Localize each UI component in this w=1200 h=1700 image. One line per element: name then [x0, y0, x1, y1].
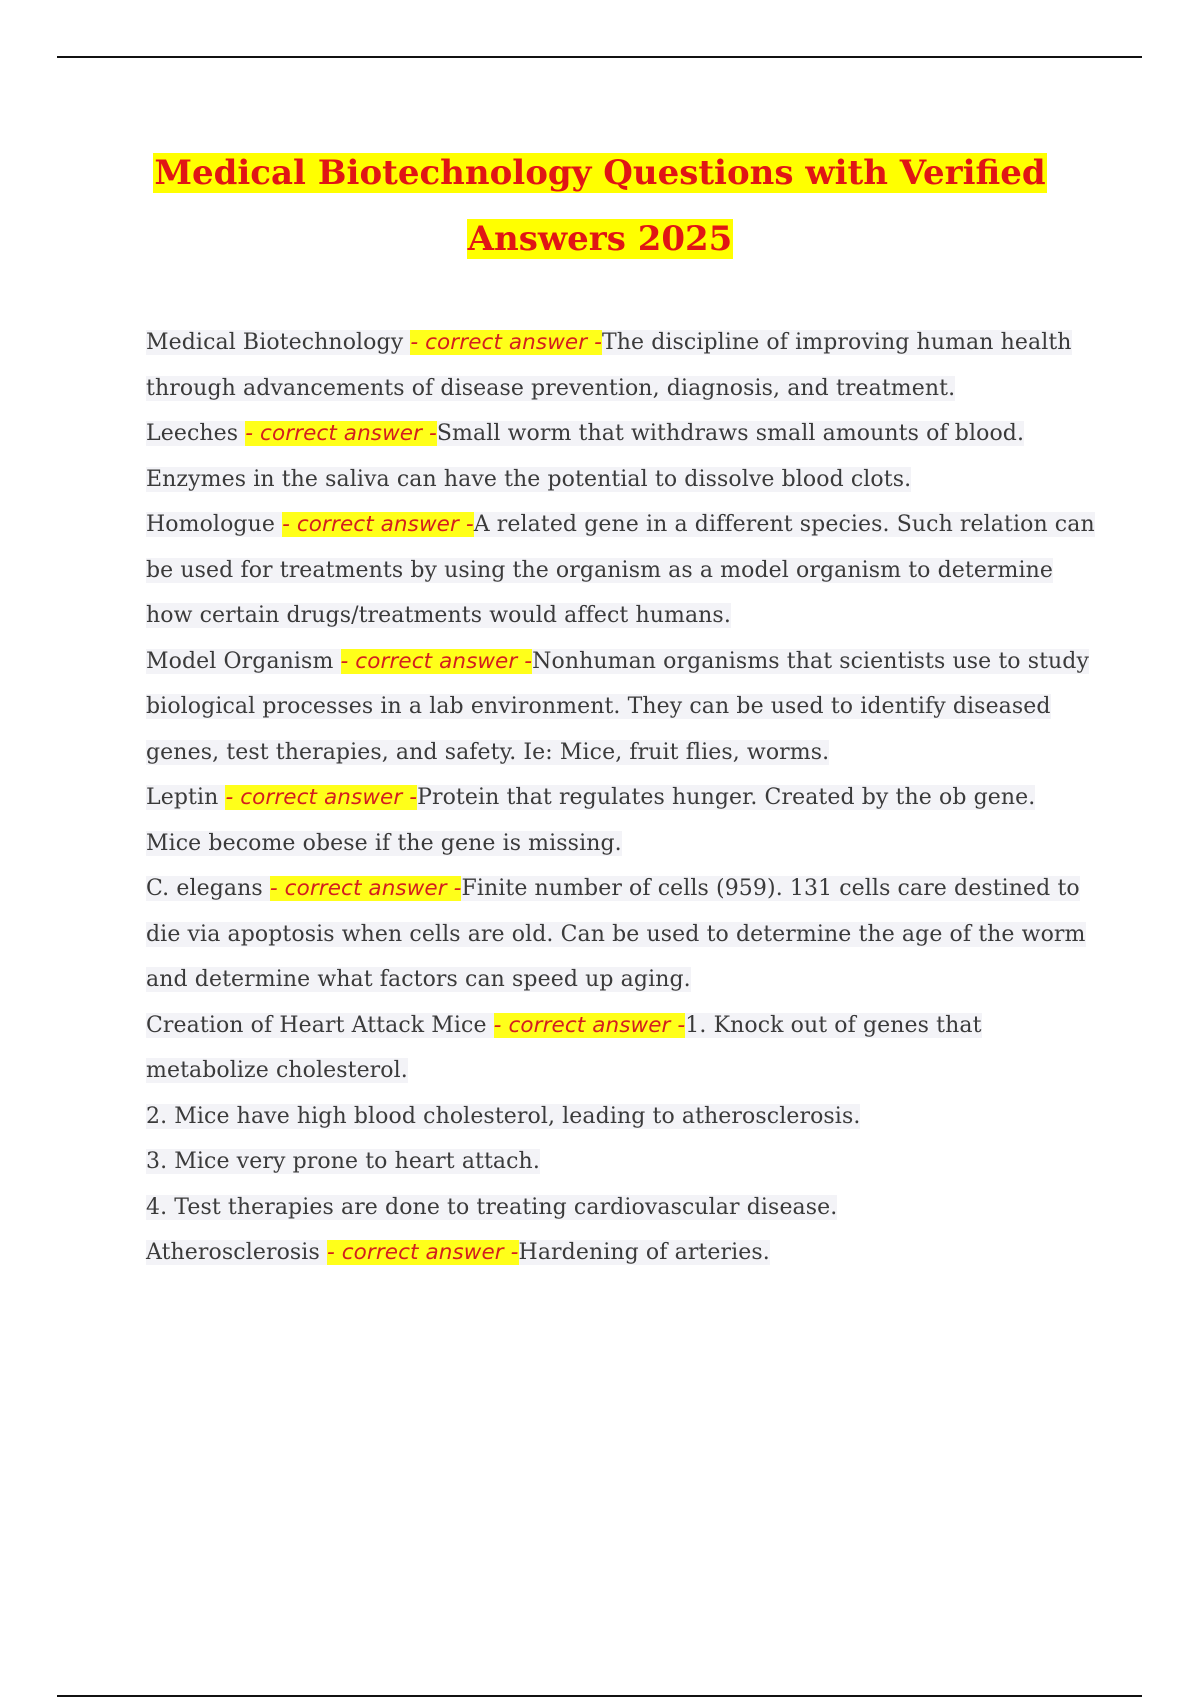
title-line-2: Answers 2025 [467, 219, 733, 259]
bottom-rule [57, 1695, 1142, 1697]
entry-definition: Nonhuman organisms that scientists use to study biological processes in a lab environment. They can be used to identify diseased genes, test therapies, and safety. Ie: Mice, fruit flies, worms. [146, 648, 1090, 765]
correct-answer-marker: - correct answer - [326, 1240, 519, 1265]
entry-definition: 1. Knock out of genes that metabolize cholesterol. [146, 1012, 982, 1083]
entry-definition: Protein that regulates hunger. Created by the ob gene. Mice become obese if the gene is missing. [146, 785, 1036, 856]
entry-term: C. elegans [146, 876, 270, 901]
top-rule [57, 56, 1142, 58]
entry-term: Creation of Heart Attack Mice [146, 1012, 494, 1038]
entry-term: Leptin [146, 785, 226, 810]
correct-answer-marker: - correct answer - [340, 648, 533, 674]
qa-entry [146, 1003, 1096, 1094]
correct-answer-marker: - correct answer - [245, 421, 437, 446]
entry-definition: The discipline of improving human health through advancements of disease prevention, diagnosis, and treatment. [146, 330, 1072, 401]
entry-definition: Small worm that withdraws small amounts of blood. Enzymes in the saliva can have the potential to dissolve blood clots. [146, 421, 1025, 492]
entry-definition: A related gene in a different species. Such relation can be used for treatments by using the organism as a model organism to determine how certain drugs/treatments would affect humans. [146, 512, 1095, 628]
list-line [146, 1185, 1096, 1231]
entry-definition: Hardening of arteries. [518, 1240, 770, 1265]
list-line [146, 1094, 1096, 1140]
qa-entry [146, 411, 1096, 502]
qa-entry [146, 639, 1096, 776]
page-title [100, 140, 1100, 272]
entry-definition: Finite number of cells (959). 131 cells care destined to die via apoptosis when cells are old. Can be used to determine the age of the worm and determine what factors can speed up aging. [146, 876, 1086, 992]
qa-content [146, 320, 1096, 1276]
list-line-text: 2. Mice have high blood cholesterol, leading to atherosclerosis. [146, 1103, 861, 1129]
qa-entry [146, 866, 1096, 1003]
qa-entry [146, 775, 1096, 866]
entry-term: Leeches [146, 421, 246, 446]
entry-term: Model Organism [146, 648, 341, 674]
list-line-text: 3. Mice very prone to heart attach. [146, 1149, 540, 1174]
entry-term: Medical Biotechnology [146, 330, 411, 355]
correct-answer-marker: - correct answer - [493, 1012, 686, 1038]
entry-term: Atherosclerosis [146, 1240, 327, 1265]
qa-entry [146, 1230, 1096, 1276]
title-line-1: Medical Biotechnology Questions with Verified [154, 153, 1046, 193]
list-line [146, 1139, 1096, 1185]
correct-answer-marker: - correct answer - [225, 785, 418, 810]
correct-answer-marker: - correct answer - [269, 876, 462, 901]
list-line-text: 4. Test therapies are done to treating cardiovascular disease. [146, 1194, 838, 1220]
qa-entry [146, 502, 1096, 639]
correct-answer-marker: - correct answer - [282, 512, 474, 537]
qa-entry [146, 320, 1096, 411]
correct-answer-marker: - correct answer - [410, 330, 602, 355]
entry-term: Homologue [146, 512, 283, 537]
